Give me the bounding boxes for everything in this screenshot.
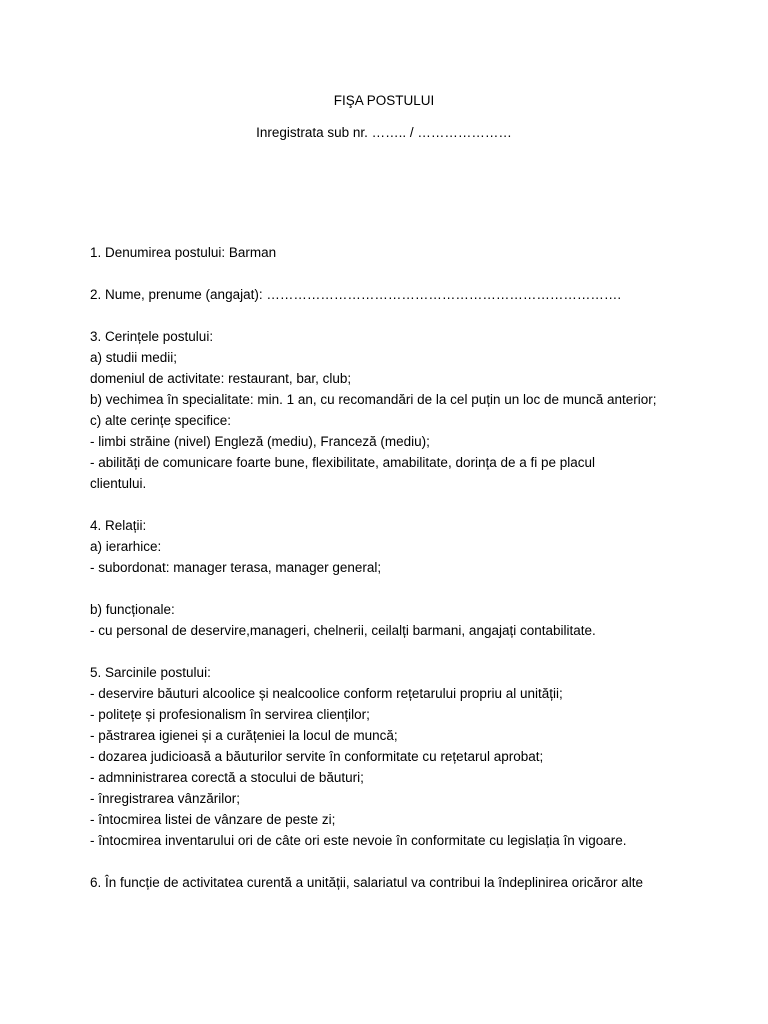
section-1-job-title: 1. Denumirea postului: Barman	[90, 245, 277, 260]
section-6-text: 6. În funcție de activitatea curentă a unității, salariatul va contribui la îndeplinirea oricăror alte	[90, 875, 644, 890]
section-5-heading: 5. Sarcinile postului:	[90, 665, 211, 680]
section-4-hierarchical-line: a) ierarhice:	[90, 539, 162, 554]
section-5-task: - deservire băuturi alcoolice și nealcoolice conform rețetarului propriu al unității;	[90, 686, 563, 701]
registration-line: Inregistrata sub nr. …….. / …………………	[256, 125, 512, 140]
section-3-heading: 3. Cerințele postului:	[90, 329, 214, 344]
section-4-functional-line: b) funcționale:	[90, 602, 175, 617]
section-4-hierarchical-line: - subordonat: manager terasa, manager general;	[90, 560, 382, 575]
section-4-heading: 4. Relații:	[90, 518, 147, 533]
section-3-line: b) vechimea în specialitate: min. 1 an, cu recomandări de la cel puțin un loc de muncă anterior;	[90, 392, 657, 407]
section-3-line: - limbi străine (nivel) Engleză (mediu), Franceză (mediu);	[90, 434, 430, 449]
spacer	[90, 851, 690, 872]
spacer	[90, 578, 690, 599]
section-5-task: - păstrarea igienei și a curățeniei la locul de muncă;	[90, 728, 398, 743]
spacer	[90, 263, 690, 284]
section-5-task: - dozarea judicioasă a băuturilor servite în conformitate cu rețetarul aprobat;	[90, 749, 544, 764]
spacer	[90, 494, 690, 515]
section-4-functional-line: - cu personal de deservire,manageri, chelnerii, ceilalți barmani, angajați contabilitate.	[90, 623, 596, 638]
section-5-task: - admninistrarea corectă a stocului de băuturi;	[90, 770, 364, 785]
section-3-line: a) studii medii;	[90, 350, 178, 365]
section-3-line: c) alte cerințe specifice:	[90, 413, 232, 428]
section-5-task: - înregistrarea vânzărilor;	[90, 791, 241, 806]
section-3-line: domeniul de activitate: restaurant, bar, club;	[90, 371, 352, 386]
section-5-task: - întocmirea listei de vânzare de peste zi;	[90, 812, 336, 827]
section-2-employee-name: 2. Nume, prenume (angajat): …………………………………………………………………….	[90, 287, 622, 302]
section-3-line: - abilități de comunicare foarte bune, flexibilitate, amabilitate, dorința de a fi pe placul	[90, 455, 596, 470]
section-5-task: - întocmirea inventarului ori de câte ori este nevoie în conformitate cu legislația în vigoare.	[90, 833, 627, 848]
document-body	[90, 242, 690, 893]
section-5-task: - politețe și profesionalism în servirea clienților;	[90, 707, 370, 722]
section-3-line: clientului.	[90, 476, 147, 491]
document-title: FIŞA POSTULUI	[333, 93, 435, 108]
spacer	[90, 305, 690, 326]
spacer	[90, 641, 690, 662]
